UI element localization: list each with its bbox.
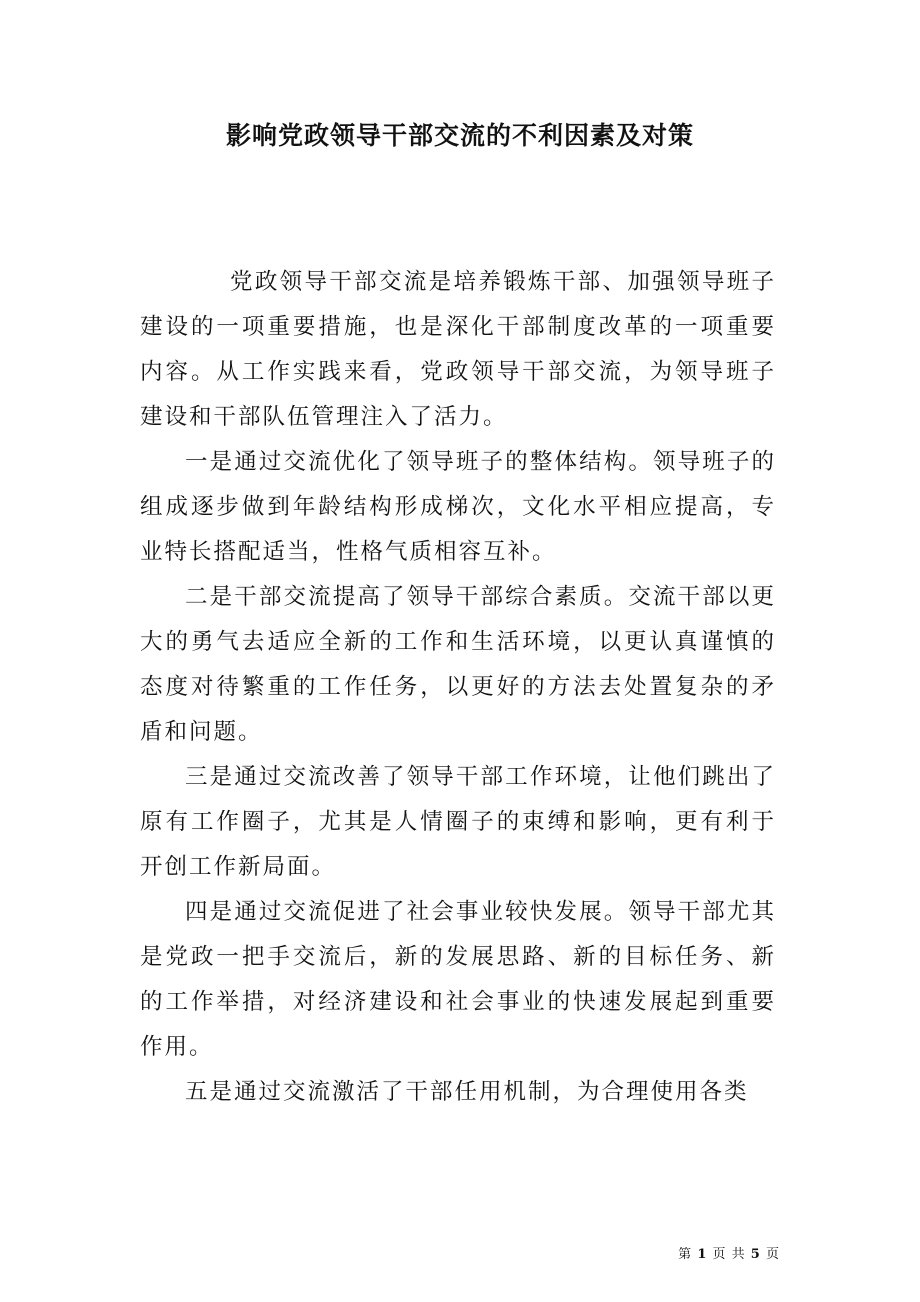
paragraph-point-2: 二是干部交流提高了领导干部综合素质。交流干部以更大的勇气去适应全新的工作和生活环境，以更认真谨慎的态度对待繁重的工作任务，以更好的方法去处置复杂的矛盾和问题。 bbox=[140, 584, 776, 745]
page-number-footer bbox=[678, 1246, 780, 1264]
paragraph-point-3: 三是通过交流改善了领导干部工作环境，让他们跳出了原有工作圈子，尤其是人情圈子的束缚和影响，更有利于开创工作新局面。 bbox=[140, 764, 776, 880]
paragraph-point-4: 四是通过交流促进了社会事业较快发展。领导干部尤其是党政一把手交流后，新的发展思路、新的目标任务、新的工作举措，对经济建设和社会事业的快速发展起到重要作用。 bbox=[140, 899, 776, 1060]
footer-page-number: 1 bbox=[697, 1247, 708, 1262]
footer-middle: 页 共 bbox=[712, 1247, 746, 1262]
footer-suffix: 页 bbox=[765, 1247, 780, 1262]
paragraph-point-1: 一是通过交流优化了领导班子的整体结构。领导班子的组成逐步做到年龄结构形成梯次，文化水平相应提高，专业特长搭配适当，性格气质相容互补。 bbox=[140, 449, 776, 565]
paragraph-intro: 党政领导干部交流是培养锻炼干部、加强领导班子建设的一项重要措施，也是深化干部制度改革的一项重要内容。从工作实践来看，党政领导干部交流，为领导班子建设和干部队伍管理注入了活力。 bbox=[140, 269, 776, 430]
document-body bbox=[140, 260, 776, 1115]
paragraph-point-5: 五是通过交流激活了干部任用机制，为合理使用各类 bbox=[185, 1079, 749, 1105]
footer-total-pages: 5 bbox=[750, 1247, 761, 1262]
footer-prefix: 第 bbox=[678, 1247, 693, 1262]
document-title: 影响党政领导干部交流的不利因素及对策 bbox=[225, 121, 694, 150]
